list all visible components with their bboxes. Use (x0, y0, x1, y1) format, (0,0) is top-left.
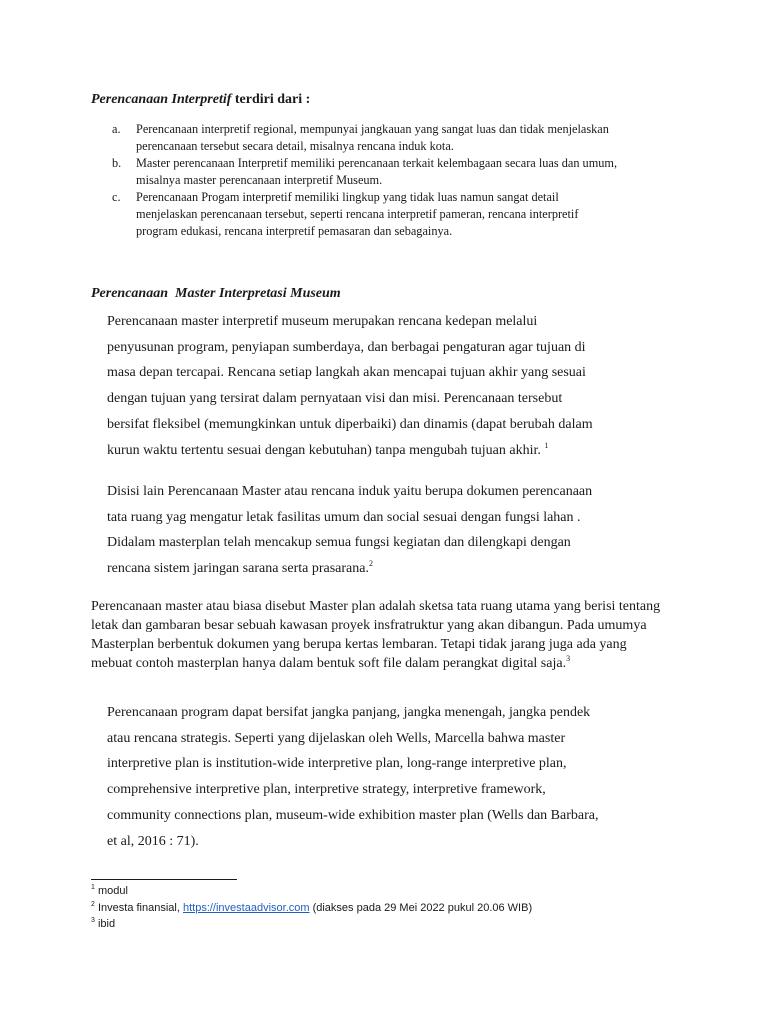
paragraph-line: interpretive plan is institution-wide interpretive plan, long-range interpretive plan, (107, 756, 567, 772)
heading-rest: terdiri dari : (231, 92, 311, 107)
list-marker: b. (112, 156, 122, 170)
paragraph-line: community connections plan, museum-wide exhibition master plan (Wells dan Barbara, (107, 807, 599, 823)
footnote-ref[interactable]: 1 (544, 440, 549, 450)
paragraph-text: Perencanaan master atau biasa disebut Master plan adalah sketsa tata ruang utama yang berisi tentang letak dan gambaran besar sebuah kawasan proyek insfratruktur yang akan dibangun. Pada umumya Masterplan berbentuk dokumen yang berupa kertas lembaran. Tetapi tidak jarang juga ada yang mebuat contoh masterplan hanya dalam bentuk soft file dalam perangkat digital saja. (91, 599, 661, 671)
paragraph-line: et al, 2016 : 71). (107, 833, 199, 849)
footnote-number: 1 (91, 884, 95, 891)
paragraph-line: Perencanaan program dapat bersifat jangka panjang, jangka menengah, jangka pendek (107, 705, 591, 720)
paragraph-rencana-induk (107, 479, 592, 582)
list-item (91, 189, 691, 240)
paragraph-line: comprehensive interpretive plan, interpretive strategy, interpretive framework, (107, 782, 546, 798)
paragraph-line: tata ruang yag mengatur letak fasilitas umum dan social sesuai dengan fungsi lahan . (107, 509, 581, 525)
list-marker: a. (112, 122, 121, 136)
footnote-3 (91, 916, 532, 933)
list-marker: c. (112, 190, 121, 204)
paragraph-line: rencana sistem jaringan sarana serta prasarana. (107, 561, 369, 577)
footnote-1 (91, 883, 532, 900)
paragraph-line: atau rencana strategis. Seperti yang dijelaskan oleh Wells, Marcella bahwa master (107, 730, 566, 746)
list-line: Perencanaan Progam interpretif memiliki lingkup yang tidak luas namun sangat detail (136, 190, 559, 204)
paragraph-line: Didalam masterplan telah mencakup semua fungsi kegiatan dan dilengkapi dengan (107, 535, 571, 551)
paragraph-master-interpretif (107, 309, 593, 463)
footnote-separator (91, 879, 237, 880)
paragraph-line: bersifat fleksibel (memungkinkan untuk diperbaiki) dan dinamis (dapat berubah dalam (107, 416, 593, 432)
paragraph-perencanaan-program (107, 700, 598, 854)
paragraph-line: penyusunan program, penyiapan sumberdaya, dan berbagai pengaturan agar tujuan di (107, 339, 586, 355)
footnote-text: (diakses pada 29 Mei 2022 pukul 20.06 WIB) (309, 901, 533, 914)
paragraph-line: kurun waktu tertentu sesuai dengan kebutuhan) tanpa mengubah tujuan akhir. (107, 442, 541, 458)
list-line: Master perencanaan Interpretif memiliki perencanaan terkait kelembagaan secara luas dan umum, (136, 156, 618, 170)
footnote-link[interactable]: https://investaadvisor.com (182, 901, 310, 914)
list-line: perencanaan tersebut secara detail, misalnya rencana induk kota. (136, 139, 454, 153)
paragraph-line: Disisi lain Perencanaan Master atau rencana induk yaitu berupa dokumen perencanaan (107, 484, 593, 499)
list-line: program edukasi, rencana interpretif pemasaran dan sebagainya. (136, 224, 453, 238)
footnote-text: ibid (97, 918, 116, 930)
section-heading-interpretif (91, 92, 310, 108)
footnote-ref[interactable]: 2 (368, 559, 373, 569)
planning-types-list (91, 121, 691, 240)
footnote-ref[interactable]: 3 (566, 654, 571, 663)
list-item (91, 155, 691, 189)
list-line: Perencanaan interpretif regional, mempunyai jangkauan yang sangat luas dan tidak menjelaskan (136, 122, 609, 136)
paragraph-master-plan (91, 597, 671, 673)
list-item (91, 121, 691, 155)
footnotes (91, 883, 532, 933)
list-line: misalnya master perencanaan interpretif Museum. (136, 173, 383, 187)
paragraph-line: masa depan tercapai. Rencana setiap langkah akan mencapai tujuan akhir yang sesuai (107, 365, 586, 381)
footnote-text: Investa finansial, (97, 901, 183, 914)
paragraph-line: Perencanaan master interpretif museum merupakan rencana kedepan melalui (107, 314, 538, 329)
paragraph-line-last (107, 438, 593, 464)
footnote-2 (91, 900, 532, 917)
paragraph-line: dengan tujuan yang tersirat dalam pernyataan visi dan misi. Perencanaan tersebut (107, 391, 563, 407)
footnote-number: 3 (91, 917, 95, 924)
list-line: menjelaskan perencanaan tersebut, seperti rencana interpretif pameran, rencana interpretif (136, 207, 579, 221)
footnote-text: modul (97, 885, 128, 897)
section-heading-master-interpretasi: Perencanaan Master Interpretasi Museum (91, 286, 341, 301)
paragraph-line-last (107, 556, 592, 582)
heading-italic: Perencanaan Interpretif (91, 92, 232, 107)
footnote-number: 2 (91, 900, 95, 908)
